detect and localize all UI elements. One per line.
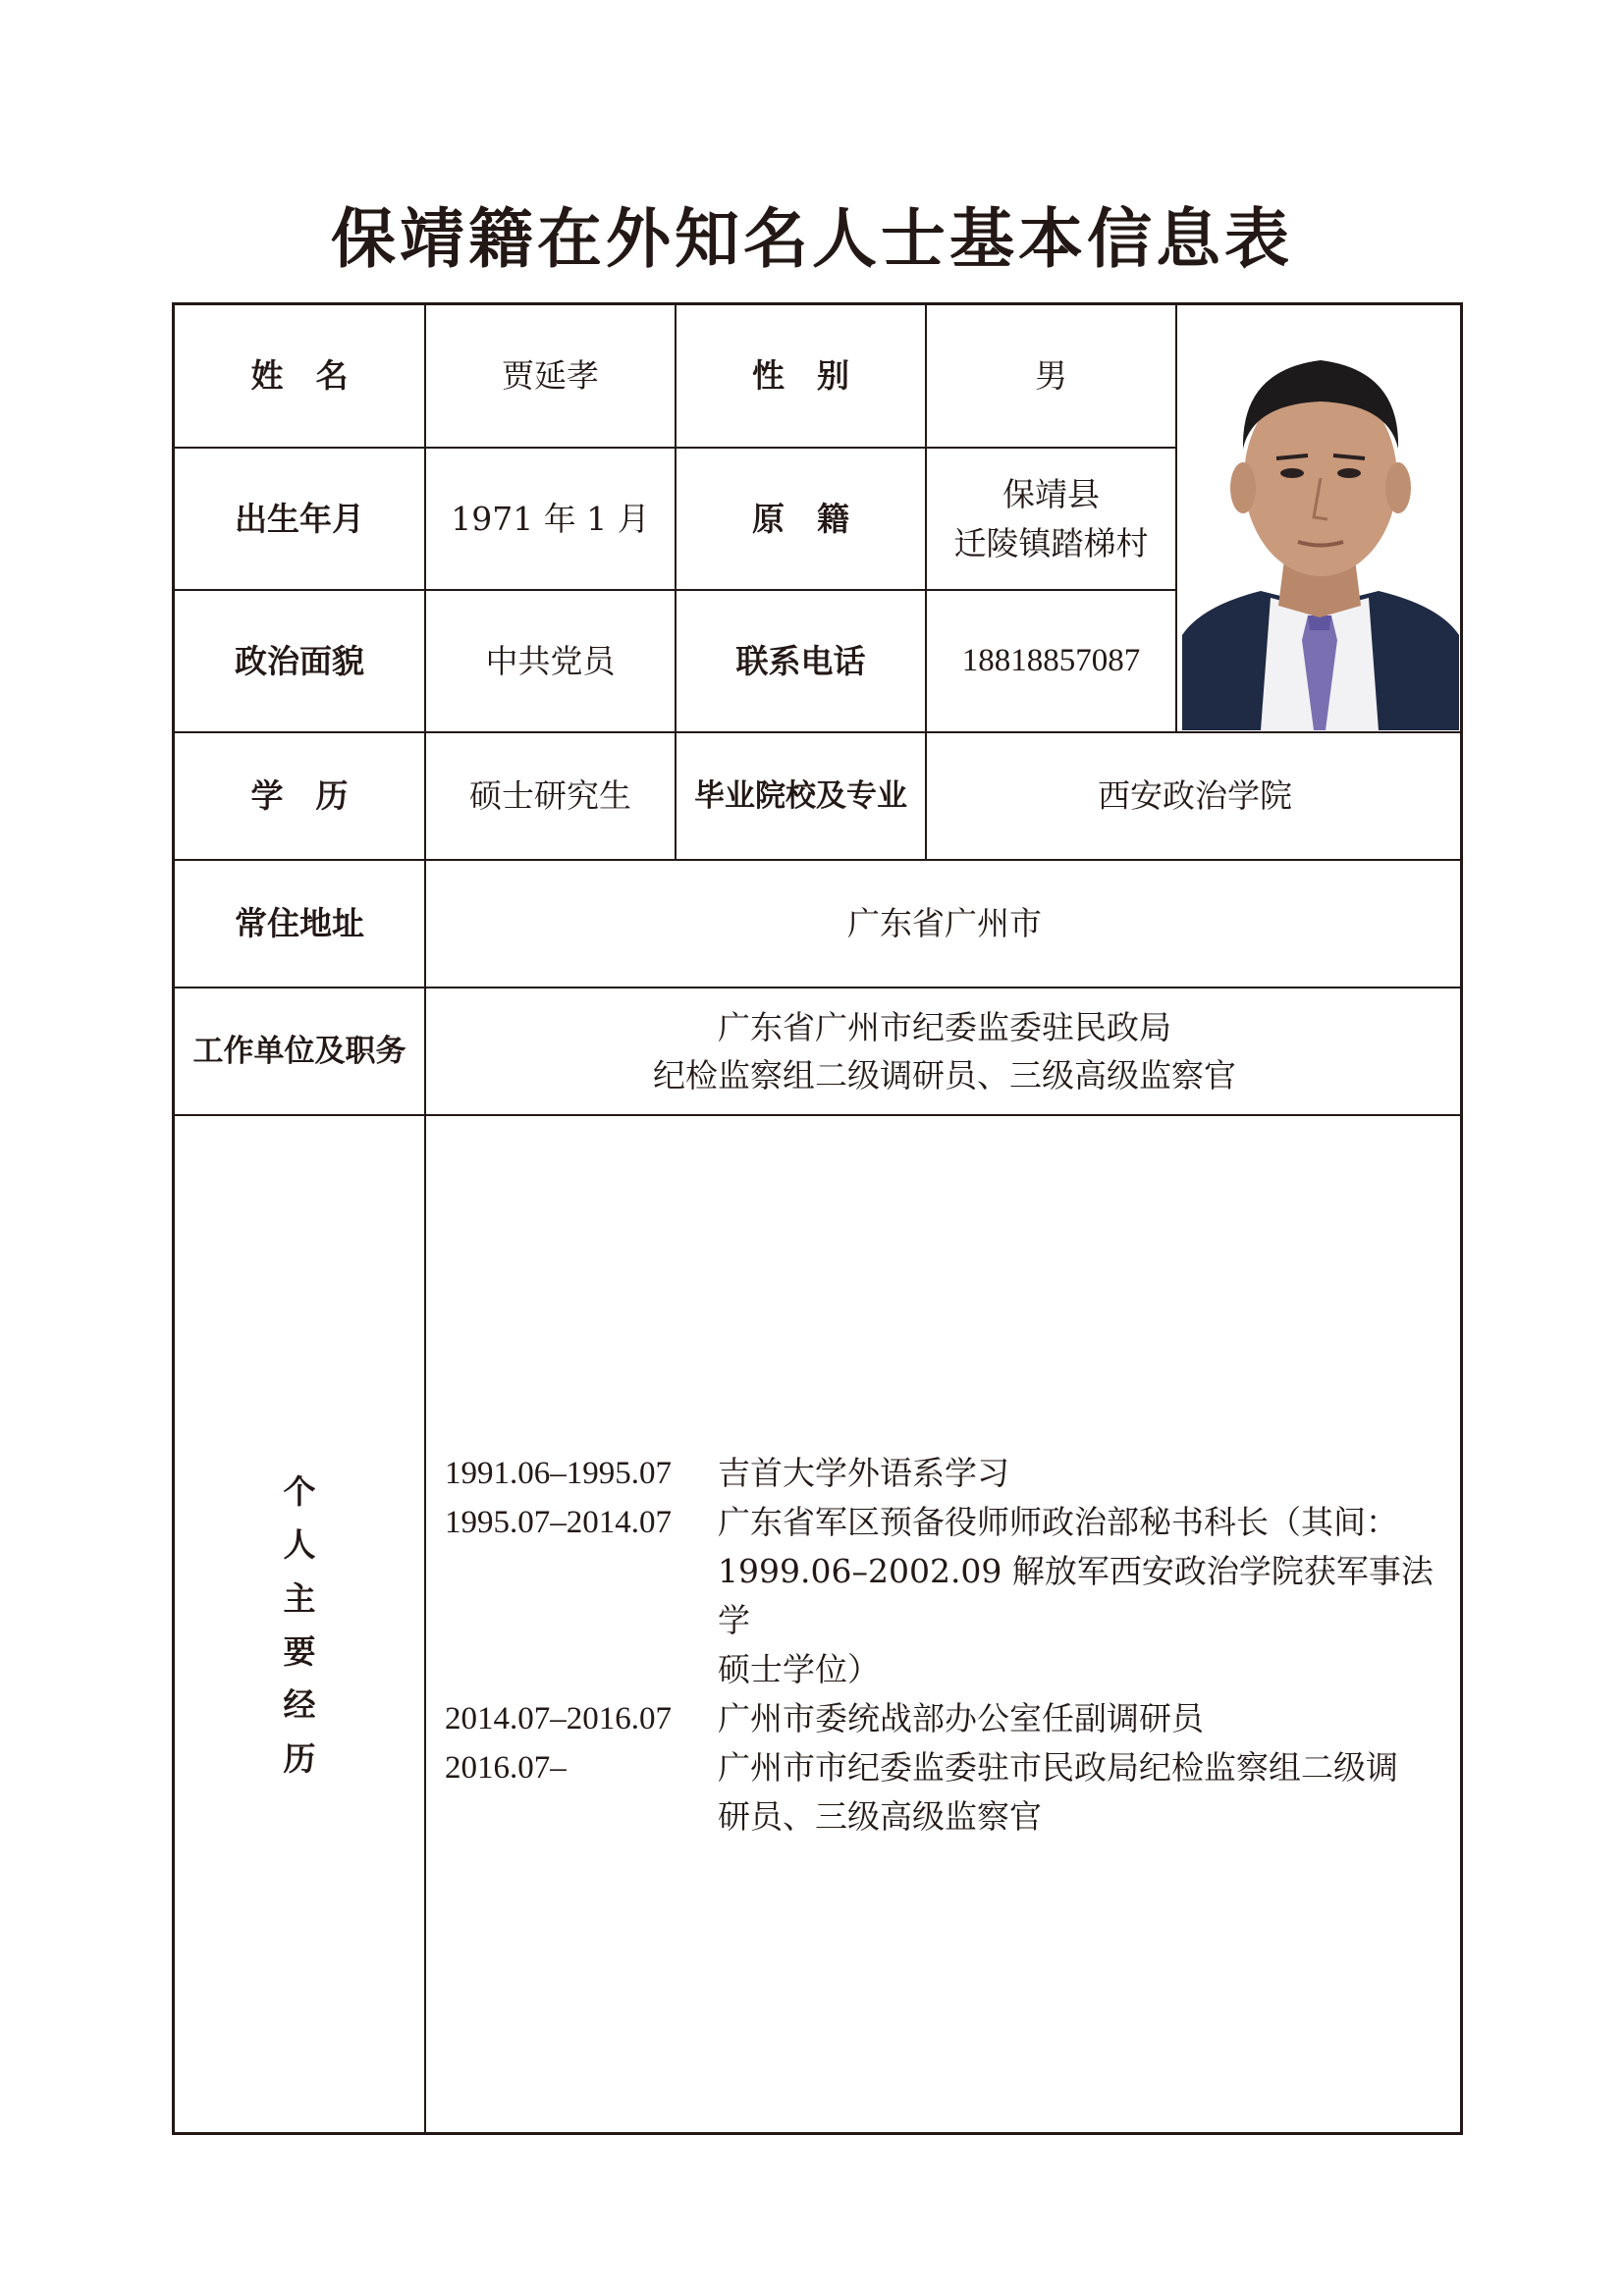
- history-list: [445, 1449, 1446, 1842]
- history-label-char: 经: [283, 1685, 316, 1725]
- political-label: 政治面貌: [235, 641, 364, 680]
- origin-line: 保靖县: [1002, 475, 1100, 513]
- history-line: 广州市市纪委监委驻市民政局纪检监察组二级调: [718, 1748, 1398, 1787]
- history-line: 广东省军区预备役师师政治部秘书科长（其间：: [718, 1503, 1398, 1541]
- school-label: 毕业院校及专业: [694, 777, 907, 814]
- history-date: 2016.07–: [445, 1750, 567, 1786]
- birth-value: 1971 年 1 月: [451, 499, 650, 538]
- history-entry: [445, 1498, 1446, 1694]
- history-date: 1991.06–1995.07: [445, 1456, 672, 1491]
- history-line: 硕士学位）: [718, 1650, 880, 1688]
- history-entry: [445, 1694, 1446, 1743]
- history-description: [718, 1498, 1446, 1694]
- phone-value: 18818857087: [961, 642, 1141, 678]
- phone-label: 联系电话: [735, 641, 866, 680]
- history-entry: [445, 1449, 1446, 1498]
- work-line: 广东省广州市纪委监委驻民政局: [718, 1007, 1171, 1046]
- history-date: 1995.07–2014.07: [445, 1505, 672, 1540]
- history-label: [175, 1116, 424, 2135]
- history-label-char: 要: [283, 1632, 316, 1671]
- history-line: 广州市委统战部办公室任副调研员: [718, 1699, 1204, 1737]
- origin-value: [927, 449, 1175, 589]
- gender-label: 性 别: [752, 356, 849, 396]
- column-divider: [1175, 305, 1177, 731]
- history-label-char: 历: [283, 1738, 316, 1778]
- history-label-char: 主: [283, 1578, 316, 1618]
- history-description: [718, 1694, 1446, 1743]
- portrait-photo: [1182, 311, 1459, 730]
- work-label: 工作单位及职务: [192, 1033, 406, 1069]
- history-line: 吉首大学外语系学习: [718, 1454, 1009, 1492]
- address-value: 广东省广州市: [847, 904, 1042, 943]
- school-value: 西安政治学院: [1098, 776, 1292, 816]
- history-label-char: 个: [283, 1471, 316, 1511]
- history-entry: [445, 1743, 1446, 1842]
- address-label: 常住地址: [235, 904, 364, 943]
- origin-label: 原 籍: [752, 499, 849, 538]
- education-label: 学 历: [250, 776, 349, 816]
- history-line: 研员、三级高级监察官: [718, 1797, 1042, 1836]
- work-value: [426, 988, 1463, 1114]
- work-line: 纪检监察组二级调研员、三级高级监察官: [653, 1056, 1236, 1095]
- history-description: [718, 1449, 1446, 1498]
- history-description: [718, 1743, 1446, 1842]
- history-date: 2014.07–2016.07: [445, 1701, 672, 1736]
- name-value: 贾延孝: [502, 356, 599, 396]
- origin-line: 迁陵镇踏梯村: [953, 523, 1149, 562]
- history-line: 1999.06–2002.09 解放军西安政治学院获军事法学: [718, 1552, 1434, 1639]
- gender-value: 男: [1035, 356, 1067, 396]
- education-value: 硕士研究生: [469, 776, 631, 816]
- name-label: 姓 名: [250, 356, 349, 396]
- page-title: 保靖籍在外知名人士基本信息表: [331, 200, 1293, 277]
- political-value: 中共党员: [485, 641, 616, 680]
- portrait-icon: [1182, 311, 1459, 730]
- history-label-char: 人: [283, 1525, 316, 1565]
- birth-label: 出生年月: [235, 499, 364, 538]
- info-form-table: [172, 302, 1463, 2135]
